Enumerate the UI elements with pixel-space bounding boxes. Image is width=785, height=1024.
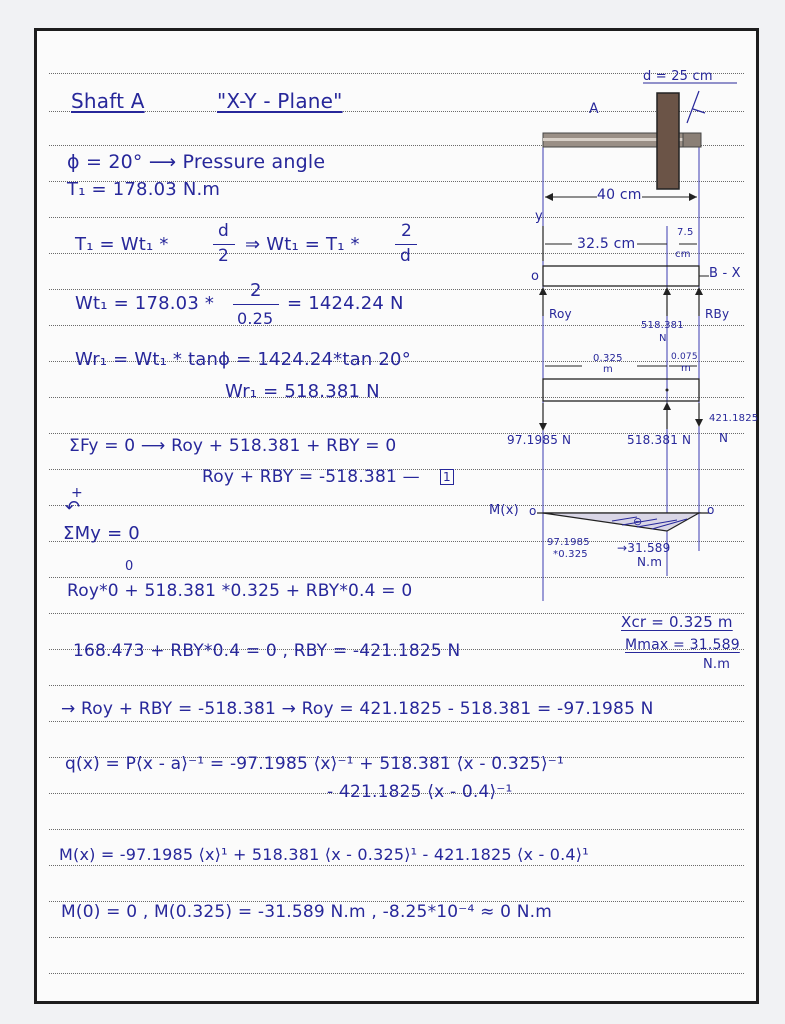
y-axis-label: y xyxy=(535,209,543,224)
reaction-right-top: 421.1825 xyxy=(709,413,759,424)
mx-label: M(x) xyxy=(489,503,519,518)
mx-origin: o xyxy=(529,504,537,518)
load-point xyxy=(666,389,669,392)
torque-line: T₁ = 178.03 N.m xyxy=(67,179,221,200)
page-title: Shaft A xyxy=(71,89,145,113)
shaft-a-label: A xyxy=(589,101,599,117)
sum-fy-line2: Roy + RBY = -518.381 — xyxy=(202,467,420,487)
equation-tag-box: 1 xyxy=(440,469,454,485)
span-b-bot: m xyxy=(681,363,691,374)
diameter-label: d = 25 cm xyxy=(643,69,713,84)
wt-value-left: Wt₁ = 178.03 * xyxy=(75,293,215,314)
span-b-top: 0.075 xyxy=(671,352,698,362)
beam-upper xyxy=(543,266,699,286)
arrow-head-icon xyxy=(689,193,697,201)
reaction-mid-label: 518.381 N xyxy=(627,433,692,447)
xcr-label: Xcr = 0.325 m xyxy=(621,613,733,631)
beam-lower xyxy=(543,379,699,401)
wt-value-frac-den: 0.25 xyxy=(237,309,274,328)
wt-formula-left: T₁ = Wt₁ * xyxy=(75,234,169,255)
y-axis-sketch-icon xyxy=(687,91,705,123)
shaft-diagram xyxy=(37,31,759,1001)
arrow-head-icon xyxy=(695,419,703,427)
wt-formula-frac2-den: d xyxy=(400,246,411,266)
shaft-stub xyxy=(683,133,701,147)
ccw-arrow-icon: ↶ xyxy=(65,497,81,518)
minus-sign-icon: ⊖ xyxy=(633,515,643,528)
moment-function: M(x) = -97.1985 ⟨x⟩¹ + 518.381 ⟨x - 0.325⟩¹ - 421.1825 ⟨x - 0.4⟩¹ xyxy=(59,845,589,864)
sum-my-line: ΣMy = 0 xyxy=(63,523,140,544)
span-a-bot: m xyxy=(603,364,613,375)
plane-title: "X-Y - Plane" xyxy=(217,89,343,113)
reaction-right-bot: N xyxy=(719,431,729,445)
wt-formula-frac1-num: d xyxy=(218,221,229,241)
len-rest-top: 7.5 xyxy=(677,227,694,238)
arrow-head-icon xyxy=(663,402,671,410)
load-function-line2: - 421.1825 ⟨x - 0.4⟩⁻¹ xyxy=(327,782,513,802)
wt-value-right: = 1424.24 N xyxy=(287,293,404,314)
arrow-head-icon xyxy=(663,287,671,295)
mx-end: o xyxy=(707,503,715,517)
mmax-bot: N.m xyxy=(703,657,731,672)
wr-line1: Wr₁ = Wt₁ * tanϕ = 1424.24*tan 20° xyxy=(75,349,411,370)
force-mid-bot: N xyxy=(659,333,667,344)
mval-top: →31.589 xyxy=(617,541,671,555)
force-mid-top: 518.381 xyxy=(641,320,684,331)
wt-formula-frac2-num: 2 xyxy=(401,221,413,241)
wt-formula-mid: ⇒ Wt₁ = T₁ * xyxy=(245,234,360,255)
moment-sign: + xyxy=(71,485,83,501)
wt-value-frac-num: 2 xyxy=(250,280,262,301)
reaction-left-label: 97.1985 N xyxy=(507,433,572,447)
moment-equation: Roy*0 + 518.381 *0.325 + RBY*0.4 = 0 xyxy=(67,581,413,601)
mval-bot: N.m xyxy=(637,555,663,569)
sum-fy-line1: ΣFy = 0 ⟶ Roy + 518.381 + RBY = 0 xyxy=(69,436,397,456)
calc-top: 97.1985 xyxy=(547,537,590,548)
gear-disk xyxy=(657,93,679,189)
span-a-top: 0.325 xyxy=(593,353,623,364)
len-rest-bot: cm xyxy=(675,249,691,260)
calc-bot: *0.325 xyxy=(553,549,588,560)
moment-values: M(0) = 0 , M(0.325) = -31.589 N.m , -8.25*10⁻⁴ ≈ 0 N.m xyxy=(61,902,553,922)
len-total-label: 40 cm xyxy=(597,187,642,203)
rby-equation: 168.473 + RBY*0.4 = 0 , RBY = -421.1825 N xyxy=(73,641,461,661)
zero-mark: 0 xyxy=(125,559,134,574)
wr-line2: Wr₁ = 518.381 N xyxy=(225,381,380,402)
arrow-head-icon xyxy=(539,287,547,295)
mmax-top: Mmax = 31.589 xyxy=(625,637,740,653)
rby-label: RBy xyxy=(705,307,730,321)
arrow-head-icon xyxy=(545,193,553,201)
b-x-axis-label: B - X xyxy=(709,266,741,281)
pressure-angle-line: ϕ = 20° ⟶ Pressure angle xyxy=(67,151,326,173)
arrow-head-icon xyxy=(695,287,703,295)
origin-label: o xyxy=(531,269,540,284)
arrow-head-icon xyxy=(539,423,547,431)
len-gear-label: 32.5 cm xyxy=(577,236,636,252)
roy-label: Roy xyxy=(549,307,572,321)
load-function-line1: q(x) = P⟨x - a⟩⁻¹ = -97.1985 ⟨x⟩⁻¹ + 518.381 ⟨x - 0.325⟩⁻¹ xyxy=(65,754,564,774)
roy-equation: → Roy + RBY = -518.381 → Roy = 421.1825 - 518.381 = -97.1985 N xyxy=(61,699,654,719)
wt-formula-frac1-den: 2 xyxy=(218,246,230,266)
notebook-page xyxy=(34,28,759,1004)
